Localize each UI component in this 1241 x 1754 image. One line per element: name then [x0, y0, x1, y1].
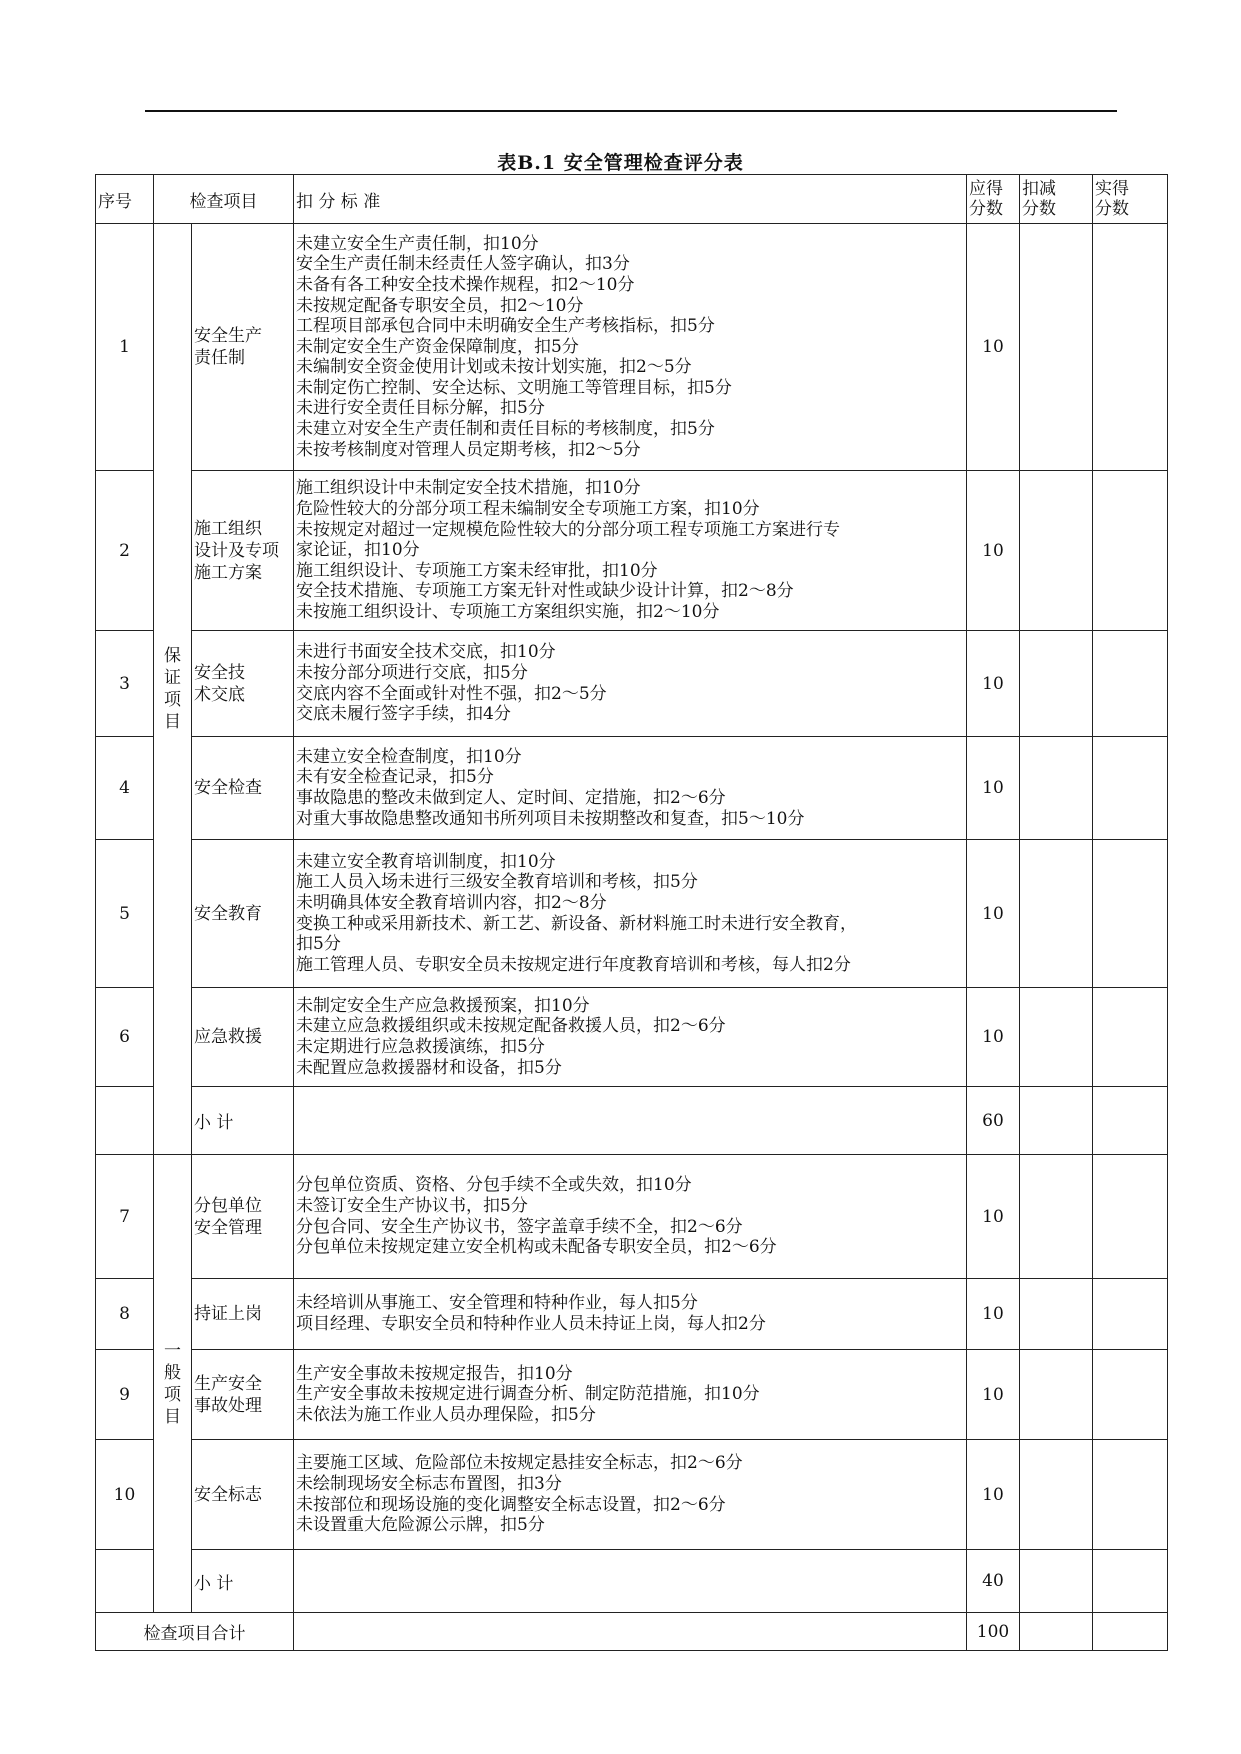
text-line: 未明确具体安全教育培训内容，扣2～8分	[296, 892, 607, 913]
text-line: 设计及专项	[194, 540, 279, 561]
text-line: 未有安全检查记录，扣5分	[296, 767, 494, 788]
text-line: 未配置应急救援器材和设备，扣5分	[296, 1057, 562, 1078]
check-item	[192, 471, 294, 631]
check-item	[192, 224, 294, 471]
empty-cell	[96, 1550, 154, 1613]
text-line: 变换工种或采用新技术、新工艺、新设备、新材料施工时未进行安全教育，	[296, 913, 857, 934]
should-score: 10	[967, 471, 1020, 631]
text-line: 安全技术措施、专项施工方案无针对性或缺少设计计算，扣2～8分	[296, 581, 794, 602]
text-line: 未按规定对超过一定规模危险性较大的分部分项工程专项施工方案进行专	[296, 519, 840, 540]
check-item	[192, 1155, 294, 1279]
should-score: 10	[967, 737, 1020, 840]
actual-score-cell[interactable]	[1093, 737, 1168, 840]
check-item	[192, 631, 294, 737]
text-line: 未进行安全责任目标分解，扣5分	[296, 398, 545, 419]
text-line: 分包单位未按规定建立安全机构或未配备专职安全员，扣2～6分	[296, 1237, 777, 1258]
row-number: 6	[96, 988, 154, 1087]
subtotal-label: 小 计	[192, 1087, 294, 1155]
check-item	[192, 1440, 294, 1550]
actual-score-cell[interactable]	[1093, 631, 1168, 737]
text-line: 施工方案	[194, 562, 262, 583]
text-line: 施工管理人员、专职安全员未按规定进行年度教育培训和考核，每人扣2分	[296, 954, 851, 975]
text-line: 未建立对安全生产责任制和责任目标的考核制度，扣5分	[296, 419, 715, 440]
text-line: 对重大事故隐患整改通知书所列项目未按期整改和复查，扣5～10分	[296, 808, 805, 829]
text-line: 持证上岗	[194, 1304, 262, 1324]
actual-score-cell[interactable]	[1093, 1350, 1168, 1440]
should-score: 10	[967, 988, 1020, 1087]
should-score: 10	[967, 631, 1020, 737]
actual-score-cell[interactable]	[1093, 840, 1168, 988]
text-line: 未按施工组织设计、专项施工方案组织实施，扣2～10分	[296, 601, 720, 622]
text-line: 分包单位资质、资格、分包手续不全或失效，扣10分	[296, 1175, 692, 1196]
deduct-score-cell[interactable]	[1020, 1550, 1093, 1613]
row-number: 9	[96, 1350, 154, 1440]
check-item	[192, 1279, 294, 1350]
text-line: 主要施工区域、危险部位未按规定悬挂安全标志，扣2～6分	[296, 1453, 743, 1474]
text-line: 生产安全事故未按规定报告，扣10分	[296, 1363, 573, 1384]
text-line: 一	[164, 1340, 181, 1361]
row-number: 3	[96, 631, 154, 737]
table-row	[96, 840, 1168, 988]
top-rule	[145, 110, 1117, 112]
deduction-standard	[294, 471, 967, 631]
row-number: 8	[96, 1279, 154, 1350]
text-line: 目	[164, 712, 181, 732]
text-line: 未进行书面安全技术交底，扣10分	[296, 642, 556, 663]
text-line: 施工组织	[194, 518, 262, 539]
text-line: 未按考核制度对管理人员定期考核，扣2～5分	[296, 439, 641, 460]
deduct-score-cell[interactable]	[1020, 737, 1093, 840]
text-line: 应急救援	[194, 1027, 262, 1047]
text-line: 生产安全	[194, 1373, 262, 1394]
deduct-score-cell[interactable]	[1020, 1087, 1093, 1155]
text-line: 安全生产责任制未经责任人签字确认，扣3分	[296, 254, 630, 275]
header-standard: 扣 分 标 准	[294, 175, 967, 224]
empty-cell	[294, 1087, 967, 1155]
deduction-standard	[294, 1350, 967, 1440]
header-should-score: 应得 分数	[967, 175, 1020, 224]
subtotal-row	[96, 1550, 1168, 1613]
table-row	[96, 631, 1168, 737]
should-score: 10	[967, 1350, 1020, 1440]
text-line: 未经培训从事施工、安全管理和特种作业，每人扣5分	[296, 1293, 698, 1314]
text-line: 未建立安全检查制度，扣10分	[296, 746, 522, 767]
actual-score-cell[interactable]	[1093, 1279, 1168, 1350]
deduct-score-cell[interactable]	[1020, 224, 1093, 471]
deduction-standard	[294, 1440, 967, 1550]
text-line: 未按分部分项进行交底，扣5分	[296, 662, 528, 683]
deduct-score-cell[interactable]	[1020, 471, 1093, 631]
row-number: 7	[96, 1155, 154, 1279]
table-row	[96, 1350, 1168, 1440]
subtotal-score: 40	[967, 1550, 1020, 1613]
actual-score-cell[interactable]	[1093, 471, 1168, 631]
row-number: 10	[96, 1440, 154, 1550]
text-line: 施工人员入场未进行三级安全教育培训和考核，扣5分	[296, 872, 698, 893]
deduct-score-cell[interactable]	[1020, 840, 1093, 988]
text-line: 保	[164, 646, 181, 666]
total-label: 检查项目合计	[96, 1613, 294, 1651]
text-line: 未建立应急救援组织或未按规定配备救援人员，扣2～6分	[296, 1016, 726, 1037]
header-deduct-score: 扣减 分数	[1020, 175, 1093, 224]
text-line: 事故隐患的整改未做到定人、定时间、定措施，扣2～6分	[296, 788, 726, 808]
text-line: 未制定安全生产应急救援预案，扣10分	[296, 995, 590, 1016]
text-line: 目	[164, 1406, 181, 1427]
actual-score-cell[interactable]	[1093, 1550, 1168, 1613]
text-line: 安全标志	[194, 1484, 262, 1505]
text-line: 未按规定配备专职安全员，扣2～10分	[296, 295, 584, 316]
should-score: 10	[967, 1440, 1020, 1550]
text-line: 安全检查	[194, 778, 262, 798]
check-item	[192, 988, 294, 1087]
text-line: 项	[164, 690, 181, 710]
table-row	[96, 1279, 1168, 1350]
text-line: 未制定伤亡控制、安全达标、文明施工等管理目标，扣5分	[296, 377, 732, 398]
actual-score-cell[interactable]	[1093, 1087, 1168, 1155]
text-line: 未签订安全生产协议书，扣5分	[296, 1195, 528, 1216]
group-label-general	[154, 1155, 192, 1613]
subtotal-row	[96, 1087, 1168, 1155]
deduct-score-cell[interactable]	[1020, 1613, 1093, 1651]
score-table	[95, 174, 1168, 1651]
should-score: 10	[967, 1155, 1020, 1279]
total-score: 100	[967, 1613, 1020, 1651]
text-line: 安全教育	[194, 903, 262, 924]
deduction-standard	[294, 631, 967, 737]
should-score: 10	[967, 224, 1020, 471]
header-actual-score: 实得 分数	[1093, 175, 1168, 224]
deduction-standard	[294, 988, 967, 1087]
total-row	[96, 1613, 1168, 1651]
text-line: 未设置重大危险源公示牌，扣5分	[296, 1515, 545, 1536]
row-number: 1	[96, 224, 154, 471]
text-line: 危险性较大的分部分项工程未编制安全专项施工方案，扣10分	[296, 499, 760, 520]
actual-score-cell[interactable]	[1093, 224, 1168, 471]
text-line: 生产安全事故未按规定进行调查分析、制定防范措施，扣10分	[296, 1384, 760, 1405]
table-row	[96, 737, 1168, 840]
header-row	[96, 175, 1168, 224]
deduct-score-cell[interactable]	[1020, 1440, 1093, 1550]
deduction-standard	[294, 1155, 967, 1279]
text-line: 未绘制现场安全标志布置图，扣3分	[296, 1473, 562, 1494]
check-item	[192, 840, 294, 988]
deduct-score-cell[interactable]	[1020, 631, 1093, 737]
text-line: 未制定安全生产资金保障制度，扣5分	[296, 336, 579, 357]
text-line: 施工组织设计、专项施工方案未经审批，扣10分	[296, 560, 658, 581]
text-line: 安全技	[194, 662, 245, 683]
deduction-standard	[294, 737, 967, 840]
text-line: 施工组织设计中未制定安全技术措施，扣10分	[296, 478, 641, 499]
text-line: 事故处理	[194, 1395, 262, 1416]
text-line: 项目经理、专职安全员和特种作业人员未持证上岗，每人扣2分	[296, 1314, 766, 1334]
actual-score-cell[interactable]	[1093, 1613, 1168, 1651]
text-line: 证	[164, 668, 181, 688]
table-row	[96, 1155, 1168, 1279]
deduction-standard	[294, 1279, 967, 1350]
empty-cell	[96, 1087, 154, 1155]
table-row	[96, 1440, 1168, 1550]
text-line: 未依法为施工作业人员办理保险，扣5分	[296, 1404, 596, 1425]
table-row	[96, 988, 1168, 1087]
text-line: 般	[164, 1362, 181, 1383]
check-item	[192, 737, 294, 840]
check-item	[192, 1350, 294, 1440]
text-line: 家论证，扣10分	[296, 540, 420, 561]
row-number: 4	[96, 737, 154, 840]
should-score: 10	[967, 1279, 1020, 1350]
deduct-score-cell[interactable]	[1020, 1350, 1093, 1440]
row-number: 2	[96, 471, 154, 631]
text-line: 未定期进行应急救援演练，扣5分	[296, 1037, 545, 1057]
text-line: 项	[164, 1384, 181, 1405]
text-line: 未按部位和现场设施的变化调整安全标志设置，扣2～6分	[296, 1494, 726, 1515]
text-line: 未建立安全生产责任制，扣10分	[296, 233, 539, 254]
subtotal-label: 小 计	[192, 1550, 294, 1613]
table-row	[96, 224, 1168, 471]
text-line: 安全生产	[194, 326, 262, 346]
text-line: 未编制安全资金使用计划或未按计划实施，扣2～5分	[296, 357, 692, 378]
actual-score-cell[interactable]	[1093, 988, 1168, 1087]
row-number: 5	[96, 840, 154, 988]
actual-score-cell[interactable]	[1093, 1440, 1168, 1550]
header-no: 序号	[96, 175, 154, 224]
subtotal-score: 60	[967, 1087, 1020, 1155]
header-item: 检查项目	[154, 175, 294, 224]
table-title: 表B.1 安全管理检查评分表	[497, 152, 744, 174]
empty-cell	[294, 1613, 967, 1651]
table-row	[96, 471, 1168, 631]
deduct-score-cell[interactable]	[1020, 988, 1093, 1087]
text-line: 术交底	[194, 684, 245, 705]
text-line: 未建立安全教育培训制度，扣10分	[296, 851, 556, 872]
deduct-score-cell[interactable]	[1020, 1279, 1093, 1350]
text-line: 交底内容不全面或针对性不强，扣2～5分	[296, 683, 607, 704]
deduction-standard	[294, 224, 967, 471]
actual-score-cell[interactable]	[1093, 1155, 1168, 1279]
text-line: 分包合同、安全生产协议书，签字盖章手续不全，扣2～6分	[296, 1216, 743, 1237]
text-line: 责任制	[194, 348, 245, 368]
text-line: 分包单位	[194, 1195, 262, 1216]
text-line: 扣5分	[296, 934, 341, 955]
text-line: 未备有各工种安全技术操作规程，扣2～10分	[296, 274, 635, 295]
text-line: 工程项目部承包合同中未明确安全生产考核指标，扣5分	[296, 316, 715, 337]
text-line: 安全管理	[194, 1217, 262, 1238]
should-score: 10	[967, 840, 1020, 988]
group-label-guarantee	[154, 224, 192, 1155]
deduct-score-cell[interactable]	[1020, 1155, 1093, 1279]
text-line: 交底未履行签字手续，扣4分	[296, 704, 511, 725]
empty-cell	[294, 1550, 967, 1613]
deduction-standard	[294, 840, 967, 988]
